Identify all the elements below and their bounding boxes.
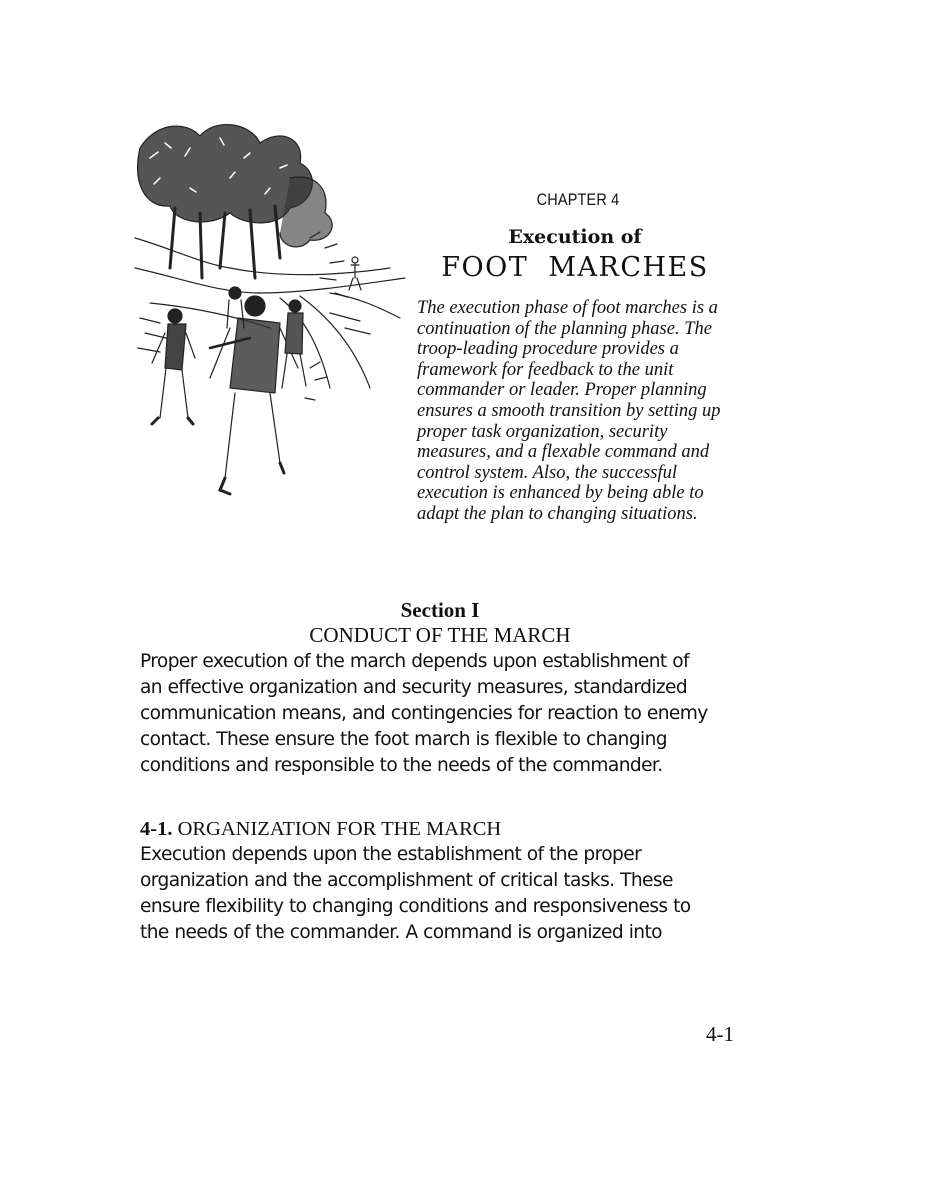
chapter-title-line1: Execution of (508, 226, 642, 248)
paragraph-line: Proper execution of the march depends upon establishment of (140, 651, 689, 672)
paragraph-line: conditions and responsible to the needs of the commander. (140, 755, 663, 776)
subsection-title: ORGANIZATION FOR THE MARCH (177, 818, 502, 840)
paragraph-line: an effective organization and security measures, standardized (140, 677, 688, 698)
paragraph-line: contact. These ensure the foot march is flexible to changing (140, 729, 667, 750)
subsection-heading (140, 818, 501, 841)
intro-line: execution is enhanced by being able to (417, 483, 704, 504)
paragraph-line: communication means, and contingencies for reaction to enemy (140, 703, 708, 724)
paragraph-line: the needs of the commander. A command is organized into (140, 922, 662, 943)
intro-line: control system. Also, the successful (417, 462, 677, 483)
subsection-number: 4-1. (140, 818, 173, 840)
section-number: Section I (400, 598, 480, 622)
intro-line: The execution phase of foot marches is a (417, 298, 718, 318)
paragraph-line: Execution depends upon the establishment of the proper (140, 844, 642, 865)
chapter-intro (417, 298, 747, 525)
paragraph-line: organization and the accomplishment of critical tasks. These (140, 870, 673, 891)
intro-line: continuation of the planning phase. The (417, 318, 712, 339)
intro-line: commander or leader. Proper planning (417, 380, 707, 401)
section-paragraph (140, 649, 745, 779)
intro-line: measures, and a flexable command and (417, 442, 710, 463)
intro-line: ensures a smooth transition by setting up (417, 400, 721, 421)
intro-line: troop-leading procedure provides a (417, 339, 679, 360)
page-number: 4-1 (706, 1022, 734, 1046)
chapter-title-line2: FOOT MARCHES (441, 252, 709, 283)
intro-line: adapt the plan to changing situations. (417, 503, 698, 524)
section-title: CONDUCT OF THE MARCH (309, 623, 571, 647)
intro-line: framework for feedback to the unit (417, 359, 674, 380)
chapter-label: CHAPTER 4 (536, 190, 620, 209)
intro-line: proper task organization, security (417, 421, 668, 442)
soldiers-marching-illustration (130, 118, 410, 513)
subsection-paragraph (140, 842, 745, 946)
paragraph-line: ensure flexibility to changing conditions and responsiveness to (140, 896, 691, 917)
